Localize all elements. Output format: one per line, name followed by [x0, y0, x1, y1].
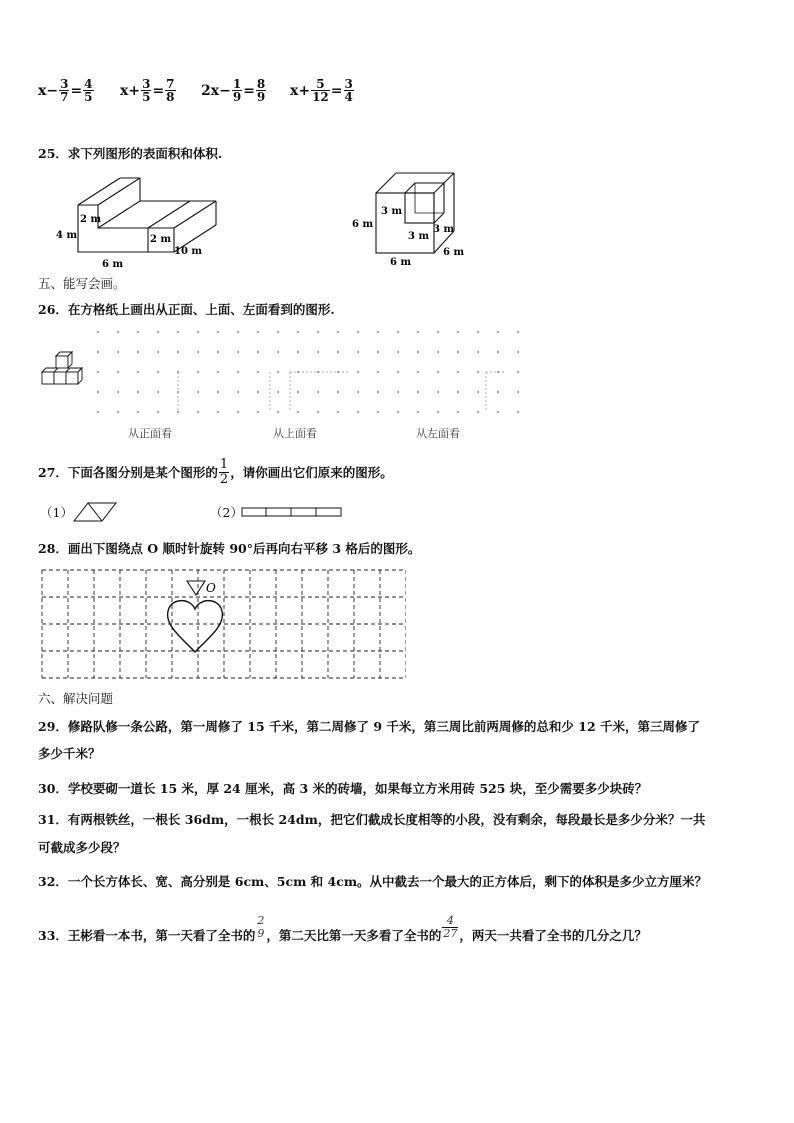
grid-dot	[237, 351, 239, 353]
q27-label-1: （1）	[40, 505, 73, 520]
grid-dot	[97, 351, 99, 353]
question-32: 32．一个长方体长、宽、高分别是 6cm、5cm 和 4cm。从中截去一个最大的正方体后，剩下的体积是多少立方厘米？	[38, 874, 708, 889]
q25-fig1-label-step-height: 2 m	[80, 214, 102, 225]
grid-dot	[137, 351, 139, 353]
q25-fig1-label-length: 10 m	[174, 246, 202, 257]
question-29-line-1: 29．修路队修一条公路，第一周修了 15 千米，第二周修了 9 千米，第三周比前两周修的总和少 12 千米，第三周修了	[38, 719, 700, 734]
grid-dot	[317, 331, 319, 333]
point-o-label: O	[206, 581, 216, 595]
grid-dot	[97, 411, 99, 413]
question-28: 28．画出下图绕点 O 顺时针旋转 90°后再向右平移 3 格后的图形。	[38, 541, 421, 556]
q25-fig2-label-notch-depth: 3 m	[433, 224, 455, 235]
grid-dot	[437, 371, 439, 373]
section-6-heading: 六、解决问题	[38, 691, 114, 706]
grid-dot	[217, 371, 219, 373]
grid-dot	[377, 371, 379, 373]
grid-dot	[217, 351, 219, 353]
q25-fig2-label-depth: 6 m	[443, 247, 465, 258]
grid-dot	[197, 331, 199, 333]
grid-dot	[217, 391, 219, 393]
grid-dot	[217, 331, 219, 333]
grid-dot	[397, 411, 399, 413]
grid-dot	[317, 351, 319, 353]
grid-dot	[197, 391, 199, 393]
q25-fig2-label-notch-width: 3 m	[408, 231, 430, 242]
grid-dot	[477, 331, 479, 333]
grid-dot	[397, 391, 399, 393]
question-27: 27．下面各图分别是某个图形的 $\frac{1}{2}$ ，请你画出它们原来的图形。	[38, 457, 393, 487]
grid-dot	[197, 371, 199, 373]
question-31-line-2: 可截成多少段？	[38, 840, 126, 855]
grid-dot	[237, 391, 239, 393]
grid-dot	[157, 391, 159, 393]
eq1-fraction-right: $\frac{4}{5}$	[84, 77, 93, 104]
q25-fig1-label-lower-step: 2 m	[150, 234, 172, 245]
grid-dot	[177, 411, 179, 413]
grid-dot	[177, 351, 179, 353]
grid-dot	[277, 371, 279, 373]
q27-strip-figure	[241, 506, 343, 518]
grid-dot	[417, 411, 419, 413]
grid-dot	[477, 371, 479, 373]
q25-fig1-label-total-height: 4 m	[56, 230, 78, 241]
eq1-fraction-left: $\frac{3}{7}$	[60, 77, 69, 104]
grid-dot	[117, 351, 119, 353]
q26-cube-stack-figure	[40, 350, 90, 392]
grid-dot	[277, 331, 279, 333]
grid-dot	[377, 411, 379, 413]
grid-dot	[297, 331, 299, 333]
grid-dot	[97, 391, 99, 393]
grid-dot	[177, 331, 179, 333]
question-31-line-1: 31．有两根铁丝，一根长 36dm，一根长 24dm，把它们截成长度相等的小段，没有剩余，每段最长是多少分米？一共	[38, 812, 706, 827]
grid-dot	[457, 411, 459, 413]
grid-dot	[257, 411, 259, 413]
grid-dot	[517, 411, 519, 413]
grid-dot	[277, 351, 279, 353]
grid-dot	[337, 351, 339, 353]
grid-dot	[497, 331, 499, 333]
grid-dot	[117, 371, 119, 373]
grid-dot	[197, 351, 199, 353]
grid-dot	[257, 331, 259, 333]
grid-dot	[337, 331, 339, 333]
grid-dot	[117, 391, 119, 393]
grid-dot	[397, 351, 399, 353]
q25-cube-with-notch-figure	[350, 165, 480, 270]
equation-1: x− $\frac{3}{7}$ = $\frac{4}{5}$	[38, 77, 93, 104]
q27-fraction: $\frac{1}{2}$	[219, 457, 229, 487]
caption-left-view: 从左面看	[416, 427, 460, 440]
grid-dot	[337, 411, 339, 413]
grid-dot	[237, 411, 239, 413]
question-25: 25．求下列图形的表面积和体积.	[38, 146, 223, 161]
q33-fraction-1: 2 9	[257, 913, 265, 940]
q25-step-solid-figure	[50, 170, 230, 270]
grid-dot	[517, 371, 519, 373]
grid-dot	[317, 391, 319, 393]
grid-dot	[517, 351, 519, 353]
q27-label-2: （2）	[210, 505, 243, 520]
grid-dot	[357, 411, 359, 413]
grid-dot	[377, 331, 379, 333]
grid-dot	[417, 351, 419, 353]
grid-dot	[457, 331, 459, 333]
grid-dot	[437, 331, 439, 333]
equation-4: x+ $\frac{5}{12}$ = $\frac{3}{4}$	[290, 77, 353, 104]
grid-dot	[517, 331, 519, 333]
grid-dot	[137, 331, 139, 333]
eq1-prefix: x−	[38, 82, 59, 99]
grid-dot	[297, 351, 299, 353]
q25-fig2-label-notch-top: 3 m	[381, 206, 403, 217]
q26-dot-grid	[94, 328, 530, 418]
question-33: 33．王彬看一本书，第一天看了全书的 2 9 ，第二天比第一天多看了全书的 $\frac{4}{27}$ ，两天一共看了全书的几分之几？	[38, 913, 647, 943]
equation-3: 2x− $\frac{1}{9}$ = $\frac{8}{9}$	[201, 77, 266, 104]
grid-dot	[157, 371, 159, 373]
grid-dot	[257, 391, 259, 393]
grid-dot	[517, 391, 519, 393]
grid-dot	[217, 411, 219, 413]
section-5-heading: 五、能写会画。	[38, 276, 126, 291]
grid-dot	[297, 411, 299, 413]
question-29-line-2: 多少千米？	[38, 746, 101, 761]
grid-dot	[357, 371, 359, 373]
grid-dot	[197, 411, 199, 413]
grid-dot	[357, 391, 359, 393]
q33-fraction-2: $\frac{4}{27}$	[443, 913, 458, 940]
grid-dot	[477, 391, 479, 393]
grid-dot	[297, 391, 299, 393]
grid-dot	[437, 351, 439, 353]
grid-dot	[477, 351, 479, 353]
q28-grid-with-heart	[40, 568, 406, 682]
grid-dot	[97, 371, 99, 373]
q25-fig2-label-length: 6 m	[390, 257, 412, 268]
equation-2: x+ $\frac{3}{5}$ = $\frac{7}{8}$	[120, 77, 175, 104]
q27-parallelogram-figure	[72, 501, 118, 523]
grid-dot	[397, 331, 399, 333]
grid-dot	[97, 331, 99, 333]
grid-dot	[457, 351, 459, 353]
grid-dot	[497, 351, 499, 353]
grid-dot	[497, 411, 499, 413]
grid-dot	[257, 351, 259, 353]
grid-dot	[157, 331, 159, 333]
grid-dot	[157, 351, 159, 353]
grid-dot	[117, 411, 119, 413]
grid-dot	[497, 391, 499, 393]
grid-dot	[137, 391, 139, 393]
q25-fig2-label-height: 6 m	[352, 219, 374, 230]
grid-dot	[257, 371, 259, 373]
q25-fig1-label-width: 6 m	[102, 259, 124, 270]
question-30: 30．学校要砌一道长 15 米，厚 24 厘米，高 3 米的砖墙，如果每立方米用砖 525 块，至少需要多少块砖？	[38, 781, 648, 796]
grid-dot	[357, 351, 359, 353]
grid-dot	[237, 371, 239, 373]
grid-dot	[277, 391, 279, 393]
caption-top-view: 从上面看	[273, 427, 317, 440]
grid-dot	[357, 331, 359, 333]
grid-dot	[137, 411, 139, 413]
caption-front-view: 从正面看	[128, 427, 172, 440]
grid-dot	[237, 331, 239, 333]
grid-dot	[457, 391, 459, 393]
grid-dot	[417, 391, 419, 393]
grid-dot	[417, 371, 419, 373]
grid-dot	[137, 371, 139, 373]
grid-dot	[437, 411, 439, 413]
grid-dot	[437, 391, 439, 393]
grid-dot	[277, 411, 279, 413]
grid-dot	[397, 371, 399, 373]
triangle-shape	[187, 581, 205, 595]
grid-dot	[377, 391, 379, 393]
grid-dot	[337, 391, 339, 393]
heart-shape	[168, 601, 223, 652]
grid-dot	[457, 371, 459, 373]
grid-dot	[417, 331, 419, 333]
grid-dot	[377, 351, 379, 353]
grid-dot	[117, 331, 119, 333]
grid-dot	[317, 411, 319, 413]
grid-dot	[157, 411, 159, 413]
grid-dot	[477, 411, 479, 413]
question-26: 26．在方格纸上画出从正面、上面、左面看到的图形.	[38, 302, 335, 317]
